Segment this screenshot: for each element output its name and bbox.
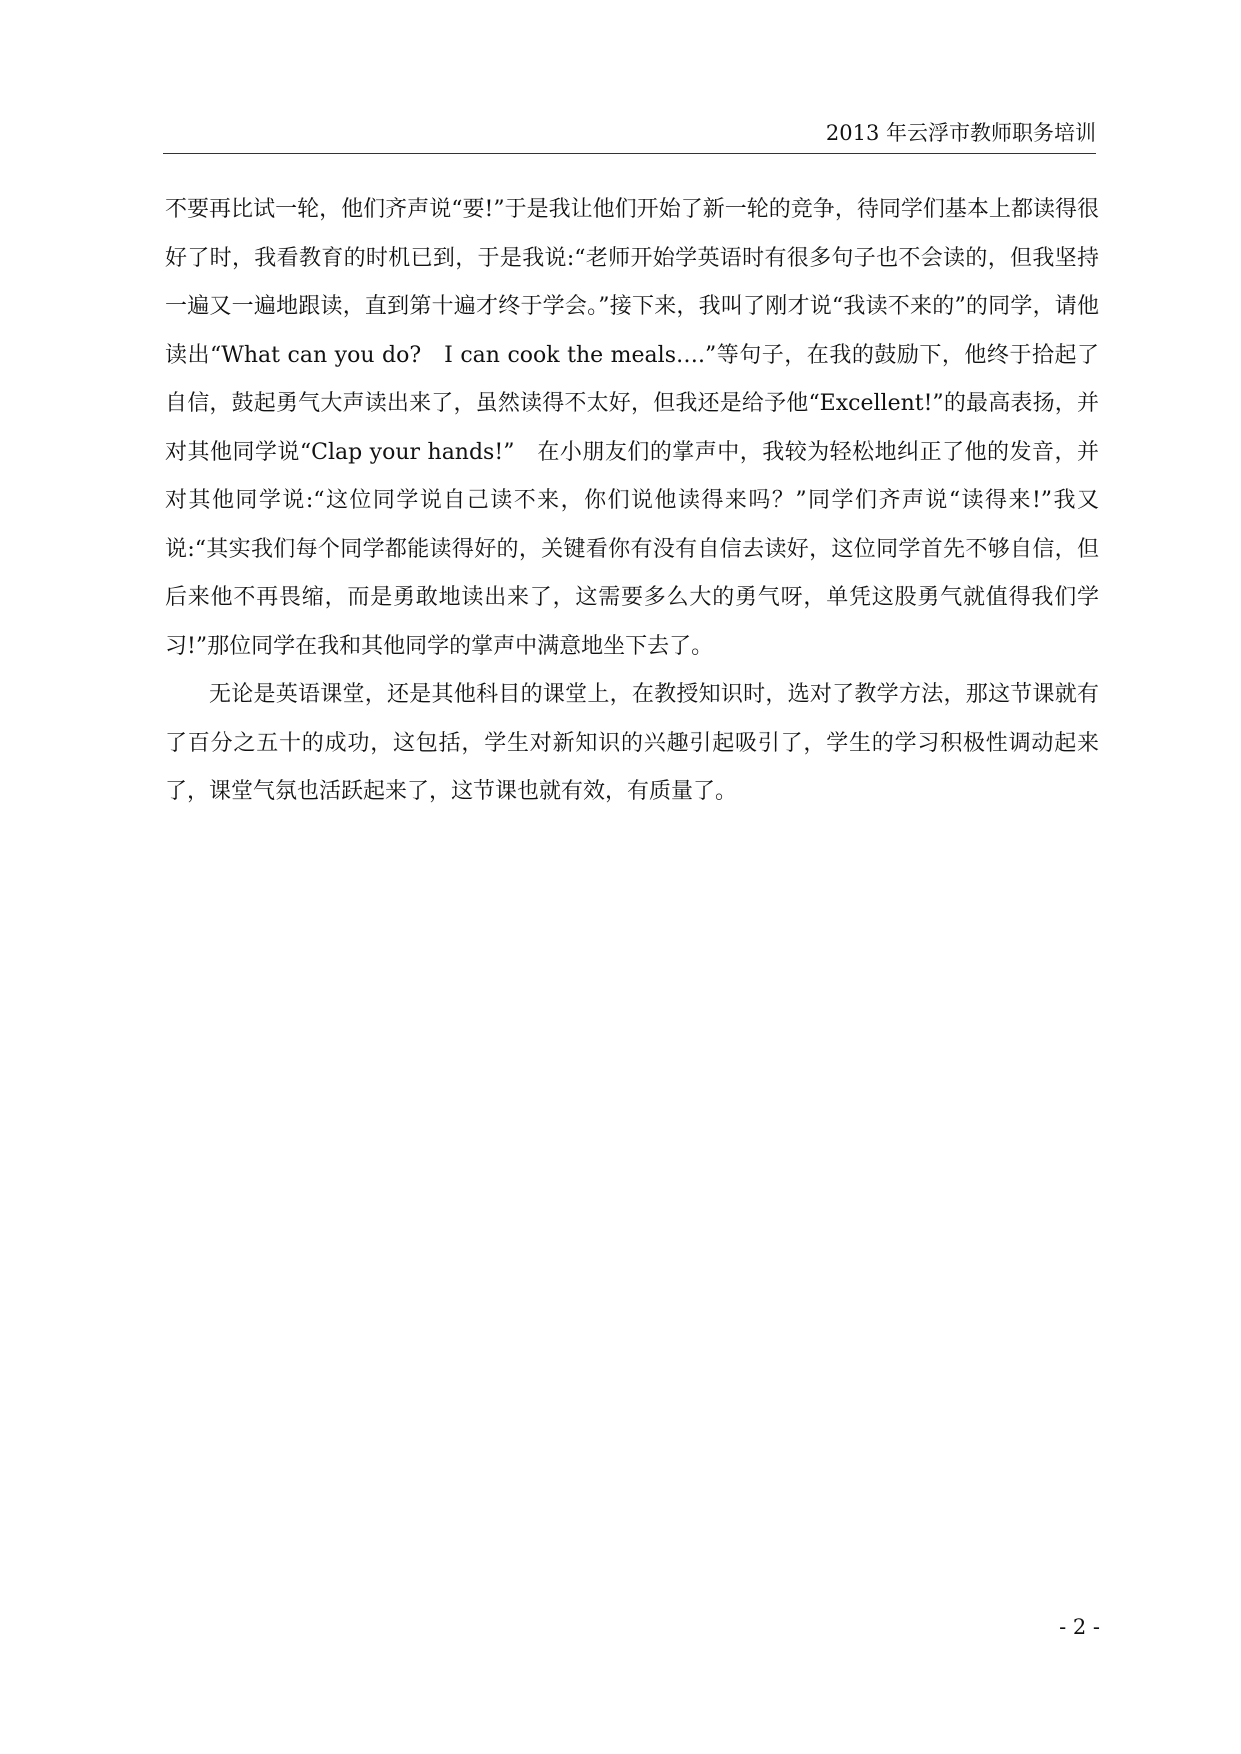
paragraph-continuation: 不要再比试一轮，他们齐声说“要!”于是我让他们开始了新一轮的竞争，待同学们基本上都读得很好了时，我看教育的时机已到，于是我说:“老师开始学英语时有很多句子也不会读的，但我坚持一遍又一遍地跟读，直到第十遍才终于学会。”接下来，我叫了刚才说“我读不来的”的同学，请他读出“What can you do? I can cook the meals….”等句子，在我的鼓励下，他终于拾起了自信，鼓起勇气大声读出来了，虽然读得不太好，但我还是给予他“Excellent!”的最高表扬，并对其他同学说“Clap your hands!” 在小朋友们的掌声中，我较为轻松地纠正了他的发音，并对其他同学说:“这位同学说自己读不来，你们说他读得来吗？”同学们齐声说“读得来!”我又说:“其实我们每个同学都能读得好的，关键看你有没有自信去读好，这位同学首先不够自信，但后来他不再畏缩，而是勇敢地读出来了，这需要多么大的勇气呀，单凭这股勇气就值得我们学习!”那位同学在我和其他同学的掌声中满意地坐下去了。	[165, 197, 1099, 659]
page-number: - 2 -	[1059, 1615, 1100, 1639]
paragraph-conclusion: 无论是英语课堂，还是其他科目的课堂上，在教授知识时，选对了教学方法，那这节课就有了百分之五十的成功，这包括，学生对新知识的兴趣引起吸引了，学生的学习积极性调动起来了，课堂气氛也活跃起来了，这节课也就有效，有质量了。	[165, 682, 1099, 804]
body-text	[165, 186, 1099, 817]
running-header: 2013 年云浮市教师职务培训	[825, 121, 1096, 145]
header-rule	[163, 153, 1096, 154]
